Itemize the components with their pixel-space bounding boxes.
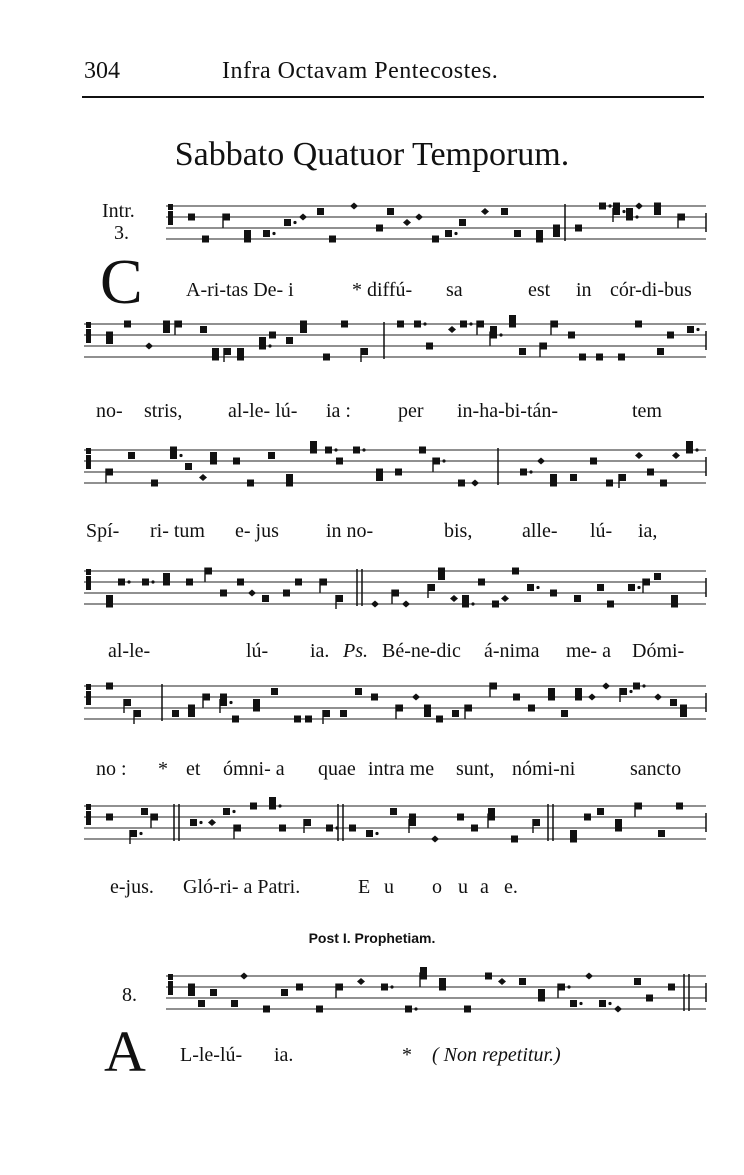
lyric: * diffú- [352, 279, 413, 301]
staff-5 [0, 680, 744, 740]
lyric-note: ( Non repetitur.) [432, 1044, 561, 1066]
lyric: Bé-ne-dic [382, 640, 461, 662]
lyric: u [458, 876, 468, 898]
lyric: Gló-ri- a Patri. [183, 876, 301, 898]
lyric: et [186, 758, 201, 780]
asterisk: * [402, 1044, 412, 1066]
lyric: o [432, 876, 442, 898]
lyric: alle- [522, 520, 558, 542]
lyric: no : [96, 758, 127, 780]
lyric: cór-di-bus [610, 279, 692, 301]
lyric: ri- tum [150, 520, 205, 542]
lyric: in [576, 279, 592, 301]
lyric: al-le- [108, 640, 151, 662]
lyric: E [358, 876, 371, 898]
lyric: ómni- a [223, 758, 285, 780]
page-title: Sabbato Quatuor Temporum. [174, 136, 570, 173]
psalm-marker: Ps. [343, 640, 368, 662]
staff-1 [0, 200, 744, 260]
alleluia-drop-initial: A [104, 1019, 146, 1084]
staff-6 [0, 800, 744, 860]
lyric: sa [446, 279, 463, 301]
lyric: sancto [630, 758, 682, 780]
lyric: nómi-ni [512, 758, 576, 780]
staff-2 [0, 318, 744, 378]
lyric: lú- [590, 520, 613, 542]
lyric: e. [504, 876, 518, 898]
lyric: bis, [444, 520, 473, 542]
lyric: e- jus [235, 520, 279, 542]
lyric: no- [96, 400, 123, 422]
lyric: est [528, 279, 551, 301]
lyric: per [398, 400, 424, 422]
lyric: Dómi- [632, 640, 685, 662]
page-number: 304 [84, 58, 120, 84]
lyric: stris, [144, 400, 183, 422]
lyric: in no- [326, 520, 374, 542]
lyric: ia. [310, 640, 330, 662]
rubric: Post I. Prophetiam. [308, 930, 436, 946]
lyric: á-nima [484, 640, 540, 662]
staff-3 [0, 444, 744, 504]
introit-drop-initial: C [100, 246, 143, 317]
lyric: e-jus. [110, 876, 154, 898]
introit-mode: 3. [114, 222, 129, 244]
lyric: ia, [638, 520, 658, 542]
lyric: lú- [246, 640, 269, 662]
lyric: intra me [368, 758, 435, 780]
lyric: a [480, 876, 489, 898]
lyric: ia : [326, 400, 351, 422]
lyric: Spí- [86, 520, 120, 542]
alleluia-mode: 8. [122, 984, 137, 1006]
asterisk: * [158, 758, 168, 780]
lyric: al-le- lú- [228, 400, 298, 422]
running-title: Infra Octavam Pentecostes. [222, 58, 499, 84]
lyric: A-ri-tas De- i [186, 279, 294, 301]
lyric: u [384, 876, 394, 898]
lyric: ia. [274, 1044, 294, 1066]
lyric: L-le-lú- [180, 1044, 243, 1066]
header-rule [82, 96, 704, 98]
introit-label: Intr. [102, 200, 135, 222]
lyric: quae [318, 758, 356, 780]
staff-4 [0, 565, 744, 625]
lyric: tem [632, 400, 662, 422]
lyric: me- a [566, 640, 611, 662]
lyric: sunt, [456, 758, 495, 780]
lyric: in-ha-bi-tán- [457, 400, 559, 422]
